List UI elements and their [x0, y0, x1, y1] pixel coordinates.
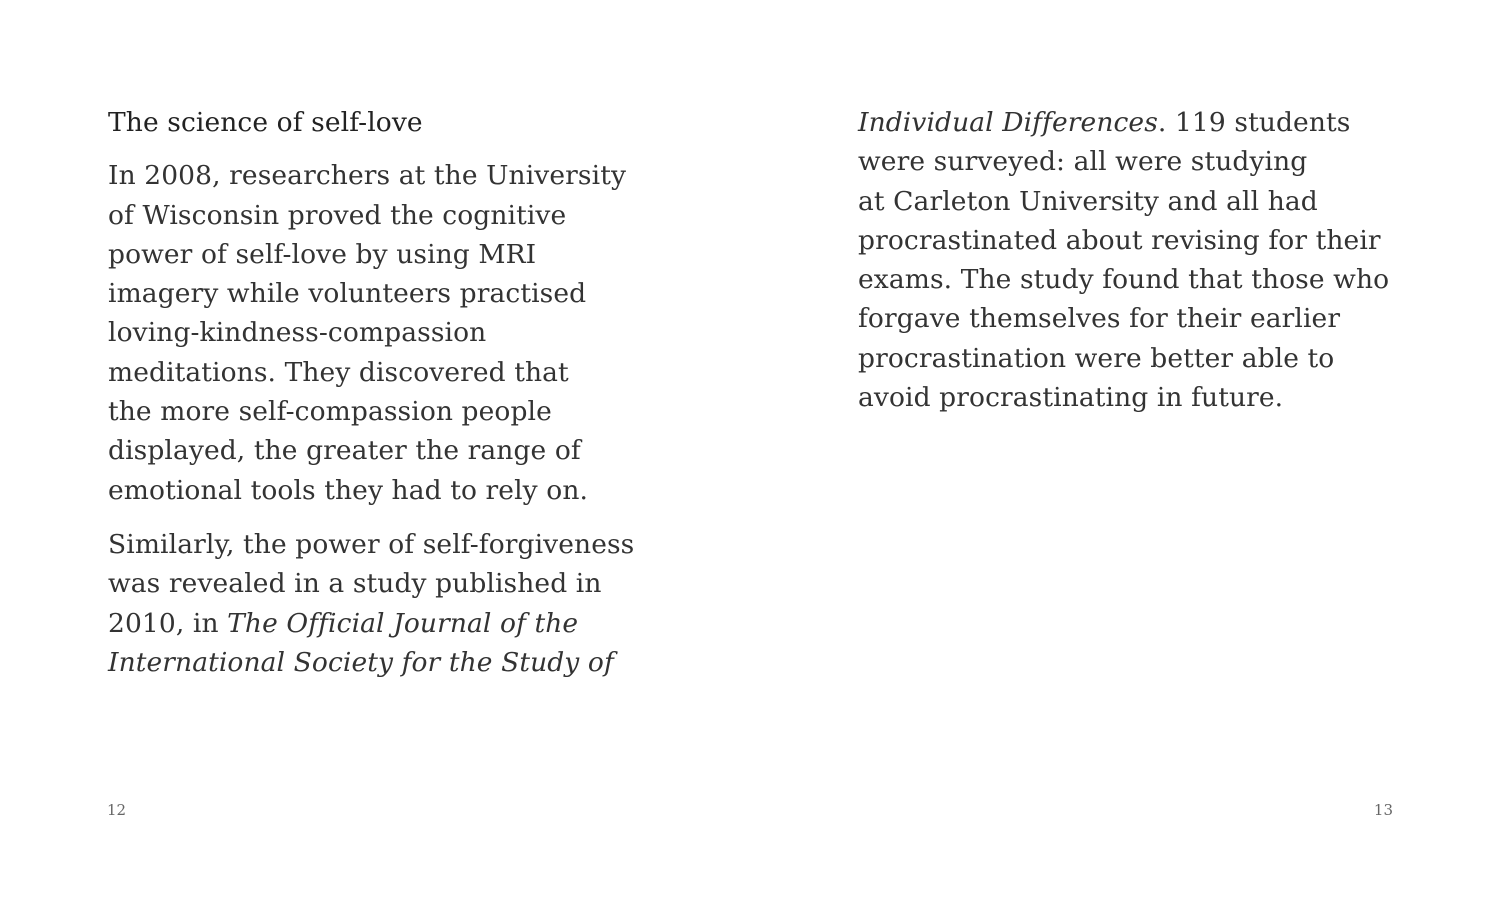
text-line: the more self-compassion people	[108, 396, 552, 428]
text-line: imagery while volunteers practised	[108, 278, 587, 310]
text-line: of Wisconsin proved the cognitive	[108, 199, 567, 231]
text-line: In 2008, researchers at the University	[108, 160, 627, 192]
text-line: emotional tools they had to rely on.	[108, 474, 589, 506]
text-line: procrastination were better able to	[858, 342, 1335, 374]
page-number-right: 13	[1373, 801, 1393, 819]
text-line: power of self-love by using MRI	[108, 238, 537, 270]
paragraph-mri-study	[108, 156, 668, 510]
text-line: forgave themselves for their earlier	[858, 303, 1341, 335]
left-text-block	[108, 103, 668, 697]
text-line: at Carleton University and all had	[858, 185, 1318, 217]
text-line: exams. The study found that those who	[858, 264, 1390, 296]
paragraph-carleton-study	[858, 103, 1418, 417]
text-line: procrastinated about revising for their	[858, 224, 1381, 256]
text-line	[858, 103, 1418, 142]
text-line: displayed, the greater the range of	[108, 435, 581, 467]
section-heading: The science of self-love	[108, 107, 423, 138]
text-run: 2010, in	[108, 607, 228, 639]
journal-title-italic: Individual Differences	[858, 107, 1158, 138]
journal-title-italic: The Official Journal of the	[227, 607, 579, 639]
text-line: loving-kindness-compassion	[108, 317, 487, 349]
paragraph-self-forgiveness	[108, 525, 668, 682]
right-page	[750, 0, 1500, 907]
text-line: meditations. They discovered that	[108, 356, 569, 388]
page-number-left: 12	[107, 801, 127, 819]
text-line	[108, 604, 668, 643]
journal-title-italic: International Society for the Study of	[108, 646, 614, 678]
text-run: . 119 students	[1157, 107, 1351, 138]
text-line: avoid procrastinating in future.	[858, 382, 1284, 414]
text-line: Similarly, the power of self-forgiveness	[108, 528, 635, 560]
right-text-block	[858, 103, 1418, 432]
text-line: was revealed in a study published in	[108, 568, 602, 600]
text-line: were surveyed: all were studying	[858, 146, 1308, 178]
